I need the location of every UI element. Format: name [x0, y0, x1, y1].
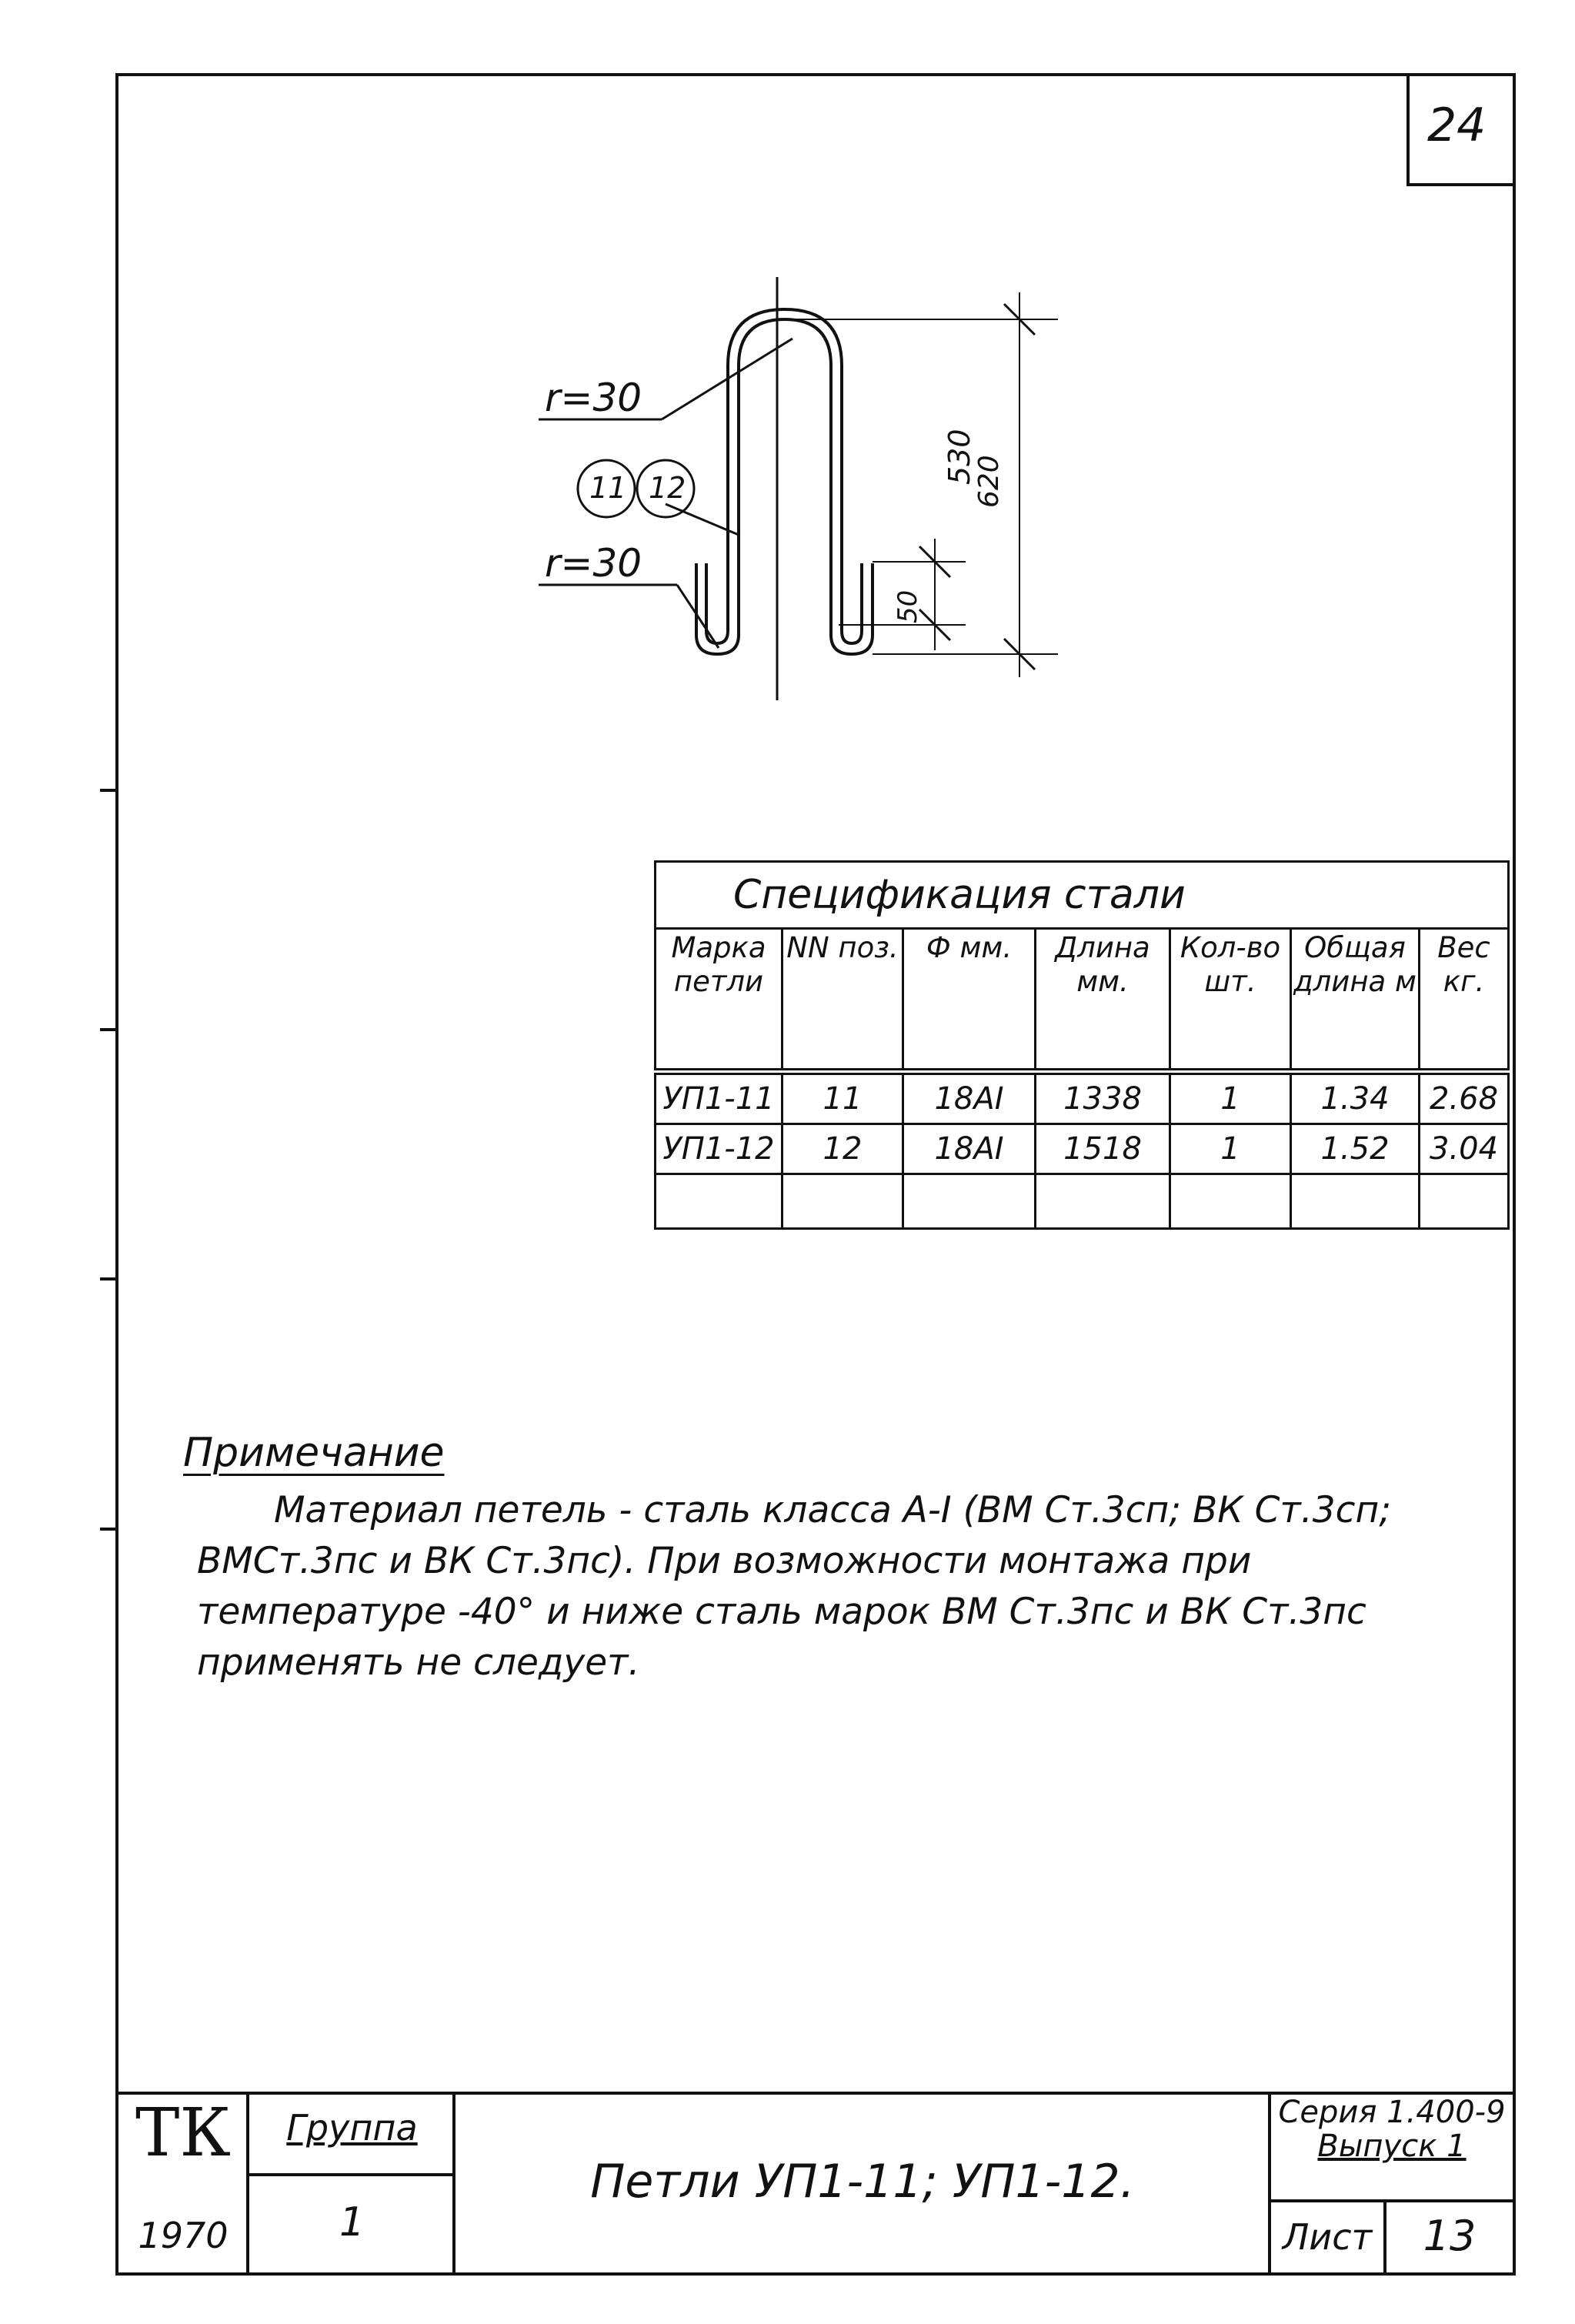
- table-cell: 3.04: [1420, 1124, 1509, 1174]
- table-cell: 1338: [1036, 1072, 1170, 1124]
- margin-tick: [100, 1528, 117, 1531]
- header-total-length: Общая длина м: [1291, 929, 1420, 1072]
- position-number-b: 12: [649, 471, 686, 505]
- sheet-value: 13: [1423, 2212, 1477, 2260]
- header-position: NN поз.: [782, 929, 903, 1072]
- sheet-number: 24: [1427, 99, 1487, 152]
- steel-spec-table: [654, 860, 1510, 1230]
- org-code: ТК: [135, 2095, 231, 2172]
- position-number-a: 11: [589, 471, 627, 505]
- header-mark: Марка петли: [656, 929, 782, 1072]
- drawing-title: Петли УП1-11; УП1-12.: [590, 2155, 1135, 2209]
- table-cell: 2.68: [1420, 1072, 1509, 1124]
- margin-tick: [100, 1277, 117, 1281]
- spec-header-row: [656, 929, 1509, 1072]
- table-cell: 11: [782, 1072, 903, 1124]
- table-cell: 1: [1170, 1124, 1291, 1174]
- group-value: 1: [339, 2199, 365, 2246]
- year: 1970: [138, 2215, 229, 2256]
- group-label: Группа: [286, 2107, 418, 2149]
- sheet-label: Лист: [1282, 2216, 1373, 2258]
- note-title: Примечание: [183, 1430, 445, 1476]
- spec-title: Спецификация стали: [656, 862, 1509, 929]
- issue-label: Выпуск 1: [1317, 2129, 1467, 2164]
- table-row: [656, 1072, 1509, 1124]
- radius-label-bottom: r=30: [545, 541, 642, 586]
- radius-label-top: r=30: [545, 376, 642, 420]
- header-quantity: Кол-во шт.: [1170, 929, 1291, 1072]
- margin-tick: [100, 789, 117, 792]
- table-cell: УП1-12: [656, 1124, 782, 1174]
- dimension-outer-b: 620: [973, 455, 1005, 508]
- table-cell: 18AI: [903, 1124, 1036, 1174]
- table-cell: 1.34: [1291, 1072, 1420, 1124]
- dimension-hook: 50: [893, 589, 923, 623]
- margin-tick: [100, 1028, 117, 1031]
- header-weight: Вес кг.: [1420, 929, 1509, 1072]
- dimension-outer-a: 530: [943, 429, 976, 485]
- table-cell: 12: [782, 1124, 903, 1174]
- table-row-empty: [656, 1174, 1509, 1229]
- table-cell: 1: [1170, 1072, 1291, 1124]
- table-row: [656, 1124, 1509, 1174]
- header-length: Длина мм.: [1036, 929, 1170, 1072]
- table-cell: 1.52: [1291, 1124, 1420, 1174]
- table-cell: 18AI: [903, 1072, 1036, 1124]
- table-cell: 1518: [1036, 1124, 1170, 1174]
- note-body: Материал петель - сталь класса А-I (ВМ Ст.3сп; ВК Ст.3сп; ВМСт.3пс и ВК Ст.3пс). При возможности монтажа при температуре -40° и ниже сталь марок ВМ Ст.3пс и ВК Ст.3пс применять не следует.: [197, 1489, 1392, 1684]
- series-label: Серия 1.400-9: [1278, 2095, 1506, 2130]
- header-diameter: Ф мм.: [903, 929, 1036, 1072]
- table-cell: УП1-11: [656, 1072, 782, 1124]
